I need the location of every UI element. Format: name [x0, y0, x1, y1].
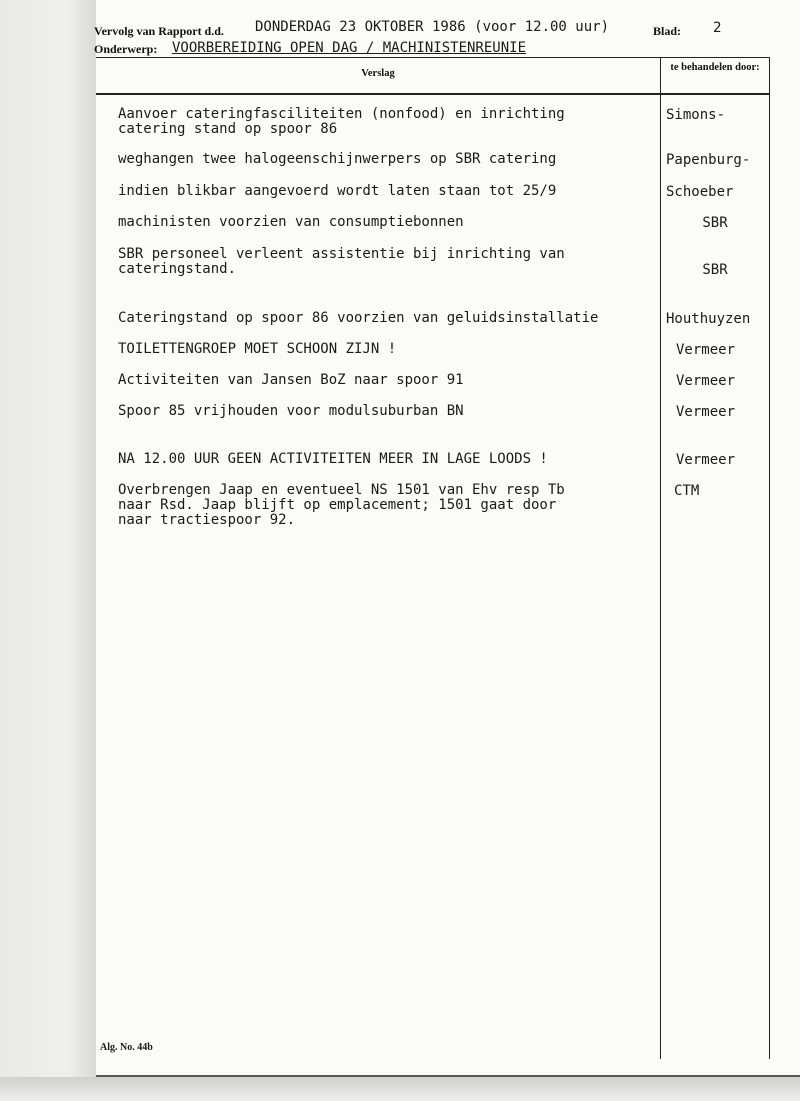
report-entry-2: weghangen twee halogeenschijnwerpers op SBR catering — [118, 151, 557, 167]
column-divider — [660, 57, 661, 1059]
report-entry-9: Spoor 85 vrijhouden voor modulsuburban BN — [118, 403, 464, 419]
right-border — [769, 57, 770, 1059]
report-entry-5: SBR personeel verleent assistentie bij inrichting van cateringstand. — [118, 246, 565, 277]
report-date: DONDERDAG 23 OKTOBER 1986 (voor 12.00 uur) — [255, 19, 610, 35]
page-bottom-shadow — [0, 1077, 800, 1101]
actor-9: Vermeer — [676, 404, 736, 420]
actor-3: Schoeber — [666, 184, 734, 200]
verslag-column-header: Verslag — [361, 68, 395, 79]
report-entry-7: TOILETTENGROEP MOET SCHOON ZIJN ! — [118, 341, 397, 357]
actor-6: Houthuyzen — [666, 311, 751, 327]
blad-label: Blad: — [653, 24, 682, 38]
report-entry-6: Cateringstand op spoor 86 voorzien van geluidsinstallatie — [118, 310, 599, 326]
report-entry-4: machinisten voorzien van consumptiebonnen — [118, 214, 464, 230]
form-number: Alg. No. 44b — [100, 1042, 153, 1053]
door-column-header: te behandelen door: — [670, 62, 760, 73]
actor-10: Vermeer — [676, 452, 736, 468]
actor-8: Vermeer — [676, 373, 736, 389]
actor-1: Simons- — [666, 107, 726, 123]
binding-strip — [0, 0, 96, 1101]
table-top-rule — [96, 57, 770, 58]
report-entry-10: NA 12.00 UUR GEEN ACTIVITEITEN MEER IN LAGE LOODS ! — [118, 451, 548, 467]
vervolg-label: Vervolg van Rapport d.d. — [94, 24, 224, 38]
header-bottom-rule — [96, 93, 770, 95]
blad-number: 2 — [713, 20, 722, 36]
report-entry-3: indien blikbar aangevoerd wordt laten staan tot 25/9 — [118, 183, 557, 199]
actor-5: SBR — [702, 262, 728, 278]
actor-4: SBR — [702, 215, 728, 231]
actor-11: CTM — [674, 483, 700, 499]
actor-7: Vermeer — [676, 342, 736, 358]
report-entry-1: Aanvoer cateringfasciliteiten (nonfood) en inrichting catering stand op spoor 86 — [118, 106, 565, 137]
onderwerp-subject: VOORBEREIDING OPEN DAG / MACHINISTENREUNIE — [172, 40, 527, 56]
onderwerp-label: Onderwerp: — [94, 42, 158, 56]
report-entry-11: Overbrengen Jaap en eventueel NS 1501 van Ehv resp Tb naar Rsd. Jaap blijft op emplacement; 1501 gaat door naar tractiespoor 92. — [118, 482, 565, 528]
report-entry-8: Activiteiten van Jansen BoZ naar spoor 91 — [118, 372, 464, 388]
actor-2: Papenburg- — [666, 152, 751, 168]
